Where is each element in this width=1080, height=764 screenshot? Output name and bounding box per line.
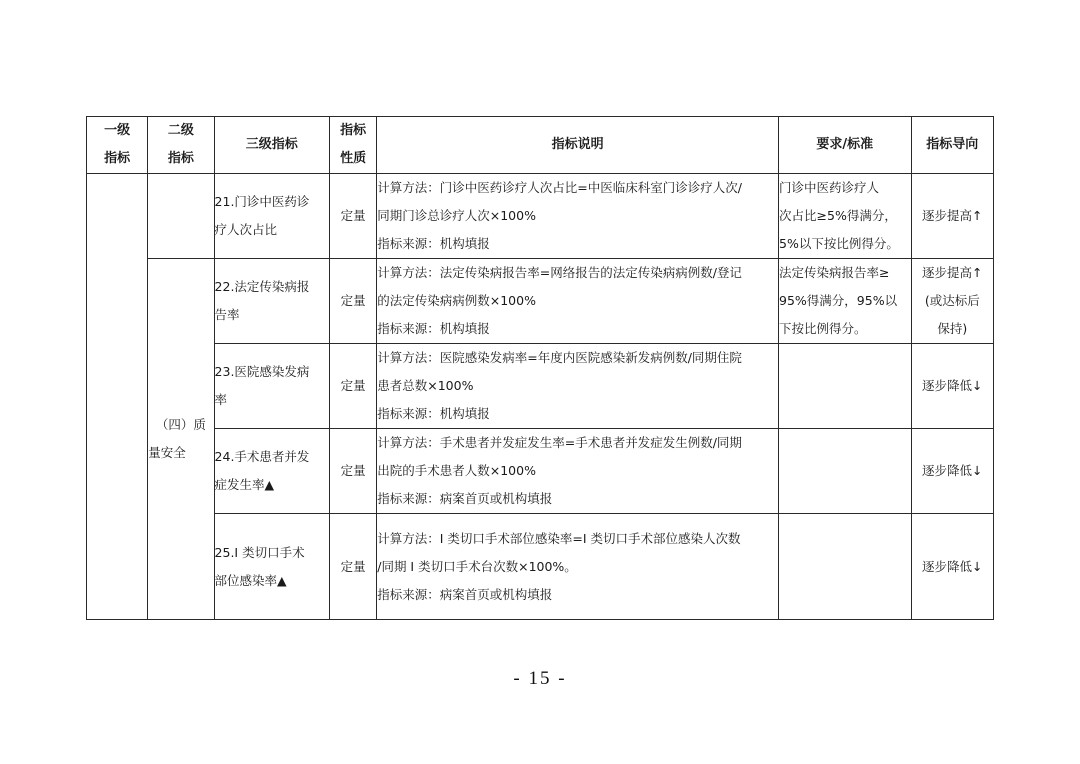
table-row bbox=[87, 174, 994, 259]
indicator-name-line: 24.手术患者并发 bbox=[214, 449, 310, 464]
indicator-description-cell bbox=[377, 514, 779, 620]
description-line: 计算方法：I 类切口手术部位感染率=I 类切口手术部位感染人次数 bbox=[377, 530, 741, 546]
direction-line: 逐步提高↑ bbox=[922, 265, 983, 280]
indicator-name-cell bbox=[214, 429, 330, 514]
header-level1-line: 指标 bbox=[104, 151, 131, 166]
description-line: 患者总数×100% bbox=[377, 378, 474, 393]
requirement-cell-empty bbox=[779, 429, 912, 514]
indicator-description-cell bbox=[377, 259, 779, 344]
level2-line: 量安全 bbox=[148, 445, 186, 460]
header-description: 指标说明 bbox=[377, 117, 779, 174]
table-row bbox=[87, 344, 994, 429]
indicator-name-cell bbox=[214, 259, 330, 344]
description-line: 计算方法：法定传染病报告率=网络报告的法定传染病病例数/登记 bbox=[377, 265, 742, 280]
requirement-cell-empty bbox=[779, 344, 912, 429]
description-line: 指标来源：机构填报 bbox=[377, 406, 490, 421]
header-level3: 三级指标 bbox=[214, 117, 330, 174]
table-header-row bbox=[87, 117, 994, 174]
requirement-line: 次占比≥5%得满分， bbox=[779, 208, 897, 223]
indicator-name-line: 症发生率▲ bbox=[214, 477, 275, 492]
indicator-nature-cell: 定量 bbox=[330, 514, 377, 620]
description-line: 指标来源：病案首页或机构填报 bbox=[377, 491, 553, 506]
indicator-name-line: 率 bbox=[214, 392, 228, 407]
description-line: 出院的手术患者人数×100% bbox=[377, 463, 536, 478]
direction-cell bbox=[911, 429, 993, 514]
direction-line: 逐步降低↓ bbox=[922, 378, 983, 393]
header-direction: 指标导向 bbox=[911, 117, 993, 174]
direction-line: 保持) bbox=[937, 321, 968, 336]
indicator-nature-cell: 定量 bbox=[330, 429, 377, 514]
description-line: 指标来源：机构填报 bbox=[377, 321, 490, 336]
requirement-line: 95%得满分，95%以 bbox=[779, 293, 898, 308]
indicator-description-cell bbox=[377, 174, 779, 259]
requirement-line: 门诊中医药诊疗人 bbox=[779, 180, 880, 195]
header-level2 bbox=[148, 117, 214, 174]
indicator-name-line: 告率 bbox=[214, 307, 240, 322]
description-line: 计算方法：门诊中医药诊疗人次占比=中医临床科室门诊诊疗人次/ bbox=[377, 180, 742, 195]
indicator-name-line: 部位感染率▲ bbox=[214, 572, 287, 588]
direction-line: (或达标后 bbox=[924, 293, 980, 308]
direction-cell bbox=[911, 259, 993, 344]
direction-cell bbox=[911, 514, 993, 620]
level1-cell bbox=[87, 174, 148, 620]
description-line: 指标来源：机构填报 bbox=[377, 236, 490, 251]
level2-cell-quality-safety bbox=[148, 259, 214, 620]
description-line: 同期门诊总诊疗人次×100% bbox=[377, 208, 536, 223]
header-requirement: 要求/标准 bbox=[779, 117, 912, 174]
description-line: 的法定传染病病例数×100% bbox=[377, 293, 536, 308]
table-row bbox=[87, 514, 994, 620]
indicator-description-cell bbox=[377, 429, 779, 514]
direction-line: 逐步降低↓ bbox=[922, 463, 983, 478]
indicator-name-line: 25.I 类切口手术 bbox=[214, 544, 305, 560]
level2-cell-empty bbox=[148, 174, 214, 259]
indicator-name-line: 23.医院感染发病 bbox=[214, 364, 310, 379]
header-level1 bbox=[87, 117, 148, 174]
description-line: /同期 I 类切口手术台次数×100%。 bbox=[377, 558, 577, 574]
description-line: 计算方法：手术患者并发症发生率=手术患者并发症发生例数/同期 bbox=[377, 435, 742, 450]
table-row bbox=[87, 259, 994, 344]
direction-cell bbox=[911, 174, 993, 259]
header-nature bbox=[330, 117, 377, 174]
indicator-nature-cell: 定量 bbox=[330, 344, 377, 429]
header-level2-line: 指标 bbox=[167, 151, 194, 166]
level2-line: （四）质 bbox=[155, 417, 206, 432]
description-line: 计算方法：医院感染发病率=年度内医院感染新发病例数/同期住院 bbox=[377, 350, 742, 365]
indicator-name-line: 21.门诊中医药诊 bbox=[214, 194, 310, 209]
indicator-name-cell bbox=[214, 514, 330, 620]
page-number: - 15 - bbox=[513, 668, 567, 689]
direction-line: 逐步提高↑ bbox=[922, 208, 983, 223]
indicator-name-line: 疗人次占比 bbox=[214, 222, 278, 237]
requirement-line: 法定传染病报告率≥ bbox=[779, 265, 890, 280]
indicator-name-cell bbox=[214, 344, 330, 429]
table-row bbox=[87, 429, 994, 514]
direction-line: 逐步降低↓ bbox=[922, 558, 983, 574]
indicator-nature-cell: 定量 bbox=[330, 259, 377, 344]
description-line: 指标来源：病案首页或机构填报 bbox=[377, 586, 553, 602]
requirement-line: 5%以下按比例得分。 bbox=[779, 236, 899, 251]
header-nature-line: 指标 bbox=[340, 123, 367, 138]
header-nature-line: 性质 bbox=[340, 151, 367, 166]
requirement-cell bbox=[779, 259, 912, 344]
indicator-name-cell bbox=[214, 174, 330, 259]
requirement-cell-empty bbox=[779, 514, 912, 620]
indicator-nature-cell: 定量 bbox=[330, 174, 377, 259]
requirement-line: 下按比例得分。 bbox=[779, 321, 867, 336]
indicator-table bbox=[86, 116, 994, 620]
requirement-cell bbox=[779, 174, 912, 259]
indicator-name-line: 22.法定传染病报 bbox=[214, 279, 310, 294]
header-level1-line: 一级 bbox=[104, 123, 131, 138]
indicator-description-cell bbox=[377, 344, 779, 429]
direction-cell bbox=[911, 344, 993, 429]
header-level2-line: 二级 bbox=[167, 123, 194, 138]
